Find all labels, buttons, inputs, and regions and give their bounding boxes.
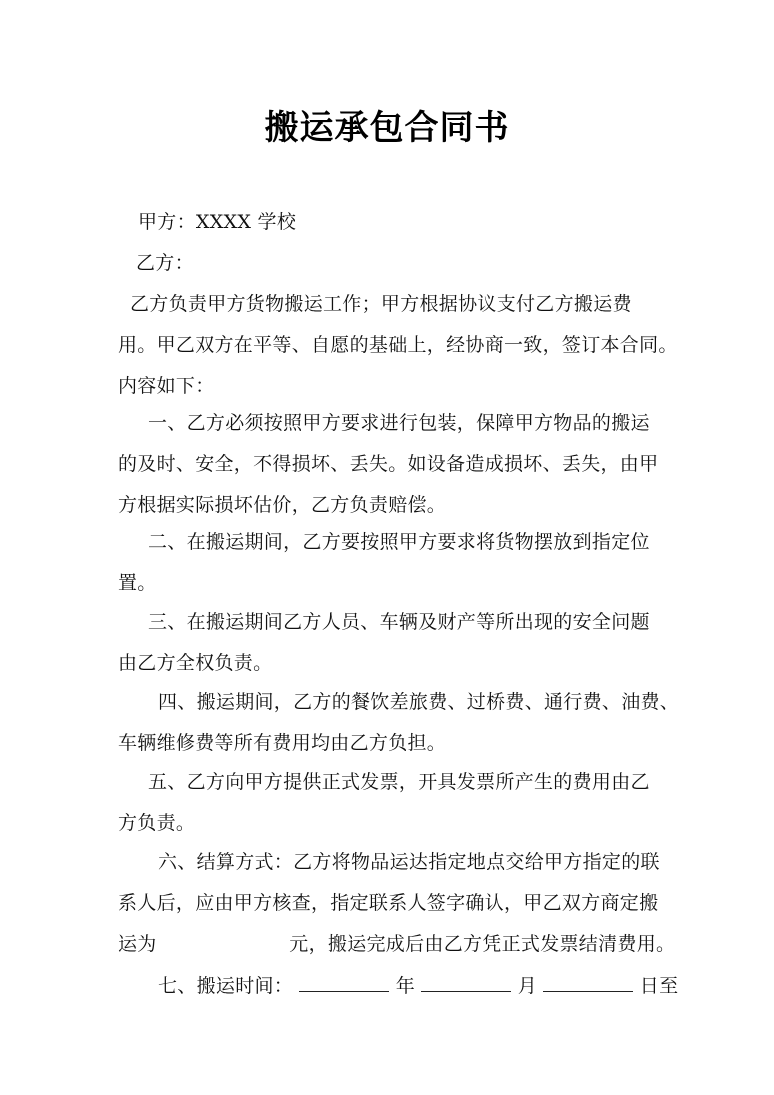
amount-field[interactable]	[163, 926, 283, 950]
party-b-line: 乙方：	[136, 252, 194, 274]
document-title: 搬运承包合同书	[264, 108, 510, 148]
intro-paragraph: 乙方负责甲方货物搬运工作；甲方根据协议支付乙方搬运费 用。甲乙双方在平等、自愿的基础上，经协商一致，签订本合同。 内容如下：	[118, 293, 678, 397]
year-field[interactable]	[299, 967, 389, 992]
month-field[interactable]	[421, 967, 511, 992]
party-a-line: 甲方：XXXX 学校	[138, 211, 297, 233]
clause-3: 三、在搬运期间乙方人员、车辆及财产等所出现的安全问题 由乙方全权负责。	[118, 611, 650, 674]
clause-2: 二、在搬运期间，乙方要按照甲方要求将货物摆放到指定位 置。	[118, 531, 650, 594]
clause-5: 五、乙方向甲方提供正式发票，开具发票所产生的费用由乙 方负责。	[118, 771, 650, 834]
clause-1: 一、乙方必须按照甲方要求进行包装，保障甲方物品的搬运 的及时、安全，不得损坏、丢失。如设备造成损坏、丢失，由甲 方根据实际损坏估价，乙方负责赔偿。	[118, 412, 659, 516]
clause-4: 四、搬运期间，乙方的餐饮差旅费、过桥费、通行费、油费、 车辆维修费等所有费用均由乙方负担。	[118, 691, 680, 754]
day-field[interactable]	[543, 967, 633, 992]
settlement-line: 运为 元，搬运完成后由乙方凭正式发票结清费用。	[118, 924, 658, 965]
clause-7: 七、搬运时间： 年 月 日至	[118, 966, 658, 1007]
clause-6: 六、结算方式：乙方将物品运达指定地点交给甲方指定的联 系人后，应由甲方核查，指定联系人签字确认，甲乙双方商定搬 运为 元，搬运完成后由乙方凭正式发票结清费用。	[118, 842, 658, 965]
